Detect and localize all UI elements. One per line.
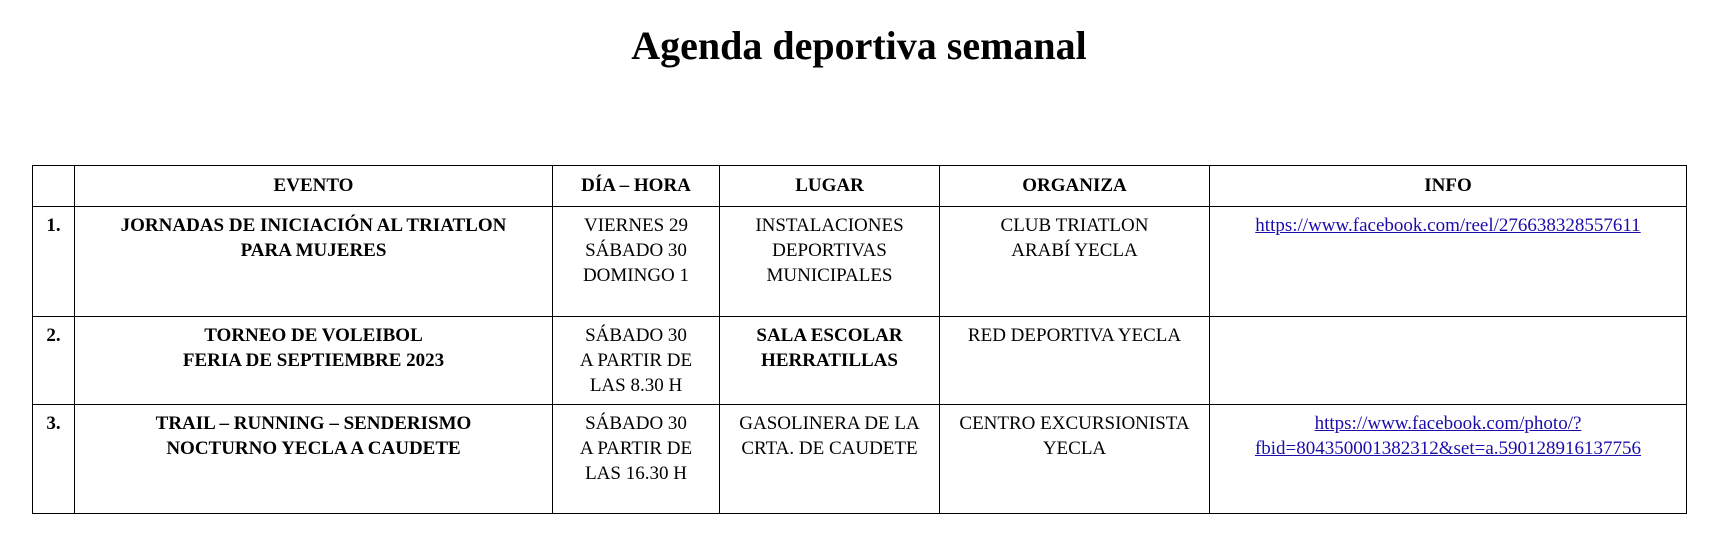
event-line: PARA MUJERES bbox=[240, 240, 387, 261]
date-time-line: SÁBADO 30 bbox=[585, 240, 687, 261]
info-link[interactable]: fbid=804350001382312&set=a.590128916137756 bbox=[1254, 438, 1642, 459]
event-line: FERIA DE SEPTIEMBRE 2023 bbox=[182, 350, 445, 371]
header-info: INFO bbox=[1210, 166, 1687, 207]
info-cell bbox=[1210, 207, 1687, 317]
organizer-line: CLUB TRIATLON bbox=[1000, 215, 1149, 236]
event-line: TRAIL – RUNNING – SENDERISMO bbox=[155, 413, 472, 434]
place-line: SALA ESCOLAR bbox=[756, 325, 903, 346]
date-time-line: SÁBADO 30 bbox=[585, 413, 687, 434]
place-line: CRTA. DE CAUDETE bbox=[741, 438, 918, 459]
page-title: Agenda deportiva semanal bbox=[631, 23, 1087, 68]
event-cell bbox=[75, 207, 553, 317]
place-line: GASOLINERA DE LA bbox=[739, 413, 920, 434]
event-line: JORNADAS DE INICIACIÓN AL TRIATLON bbox=[120, 215, 507, 236]
table-row bbox=[33, 207, 1687, 317]
event-cell bbox=[75, 317, 553, 405]
organizer-cell bbox=[940, 405, 1210, 514]
place-line: HERRATILLAS bbox=[761, 350, 898, 371]
place-line: MUNICIPALES bbox=[766, 265, 893, 286]
info-cell bbox=[1210, 405, 1687, 514]
row-number: 2. bbox=[33, 317, 75, 405]
table-header-row bbox=[33, 166, 1687, 207]
date-time-cell bbox=[553, 317, 720, 405]
date-time-line: LAS 16.30 H bbox=[585, 463, 687, 484]
date-time-line: A PARTIR DE bbox=[579, 438, 693, 459]
organizer-line: RED DEPORTIVA YECLA bbox=[967, 325, 1182, 346]
info-cell bbox=[1210, 317, 1687, 405]
table-row bbox=[33, 405, 1687, 514]
header-lugar: LUGAR bbox=[720, 166, 940, 207]
event-cell bbox=[75, 405, 553, 514]
place-cell bbox=[720, 317, 940, 405]
organizer-line: CENTRO EXCURSIONISTA bbox=[959, 413, 1190, 434]
organizer-line: ARABÍ YECLA bbox=[1011, 240, 1138, 261]
header-dia-hora: DÍA – HORA bbox=[553, 166, 720, 207]
place-line: DEPORTIVAS bbox=[772, 240, 887, 261]
agenda-table bbox=[32, 165, 1687, 514]
place-cell bbox=[720, 207, 940, 317]
date-time-line: LAS 8.30 H bbox=[589, 375, 683, 396]
header-organiza: ORGANIZA bbox=[940, 166, 1210, 207]
date-time-cell bbox=[553, 207, 720, 317]
event-line: NOCTURNO YECLA A CAUDETE bbox=[166, 438, 461, 459]
place-line: INSTALACIONES bbox=[755, 215, 904, 236]
header-evento: EVENTO bbox=[75, 166, 553, 207]
event-line: TORNEO DE VOLEIBOL bbox=[204, 325, 423, 346]
place-cell bbox=[720, 405, 940, 514]
info-link[interactable]: https://www.facebook.com/photo/? bbox=[1314, 413, 1582, 434]
date-time-line: VIERNES 29 bbox=[584, 215, 688, 236]
date-time-line: SÁBADO 30 bbox=[585, 325, 687, 346]
date-time-line: A PARTIR DE bbox=[579, 350, 693, 371]
organizer-line: YECLA bbox=[1042, 438, 1107, 459]
date-time-line: DOMINGO 1 bbox=[582, 265, 690, 286]
date-time-cell bbox=[553, 405, 720, 514]
table-row bbox=[33, 317, 1687, 405]
row-number: 1. bbox=[33, 207, 75, 317]
header-num bbox=[33, 166, 75, 207]
organizer-cell bbox=[940, 207, 1210, 317]
info-link[interactable]: https://www.facebook.com/reel/276638328557611 bbox=[1255, 215, 1641, 236]
row-number: 3. bbox=[33, 405, 75, 514]
organizer-cell bbox=[940, 317, 1210, 405]
